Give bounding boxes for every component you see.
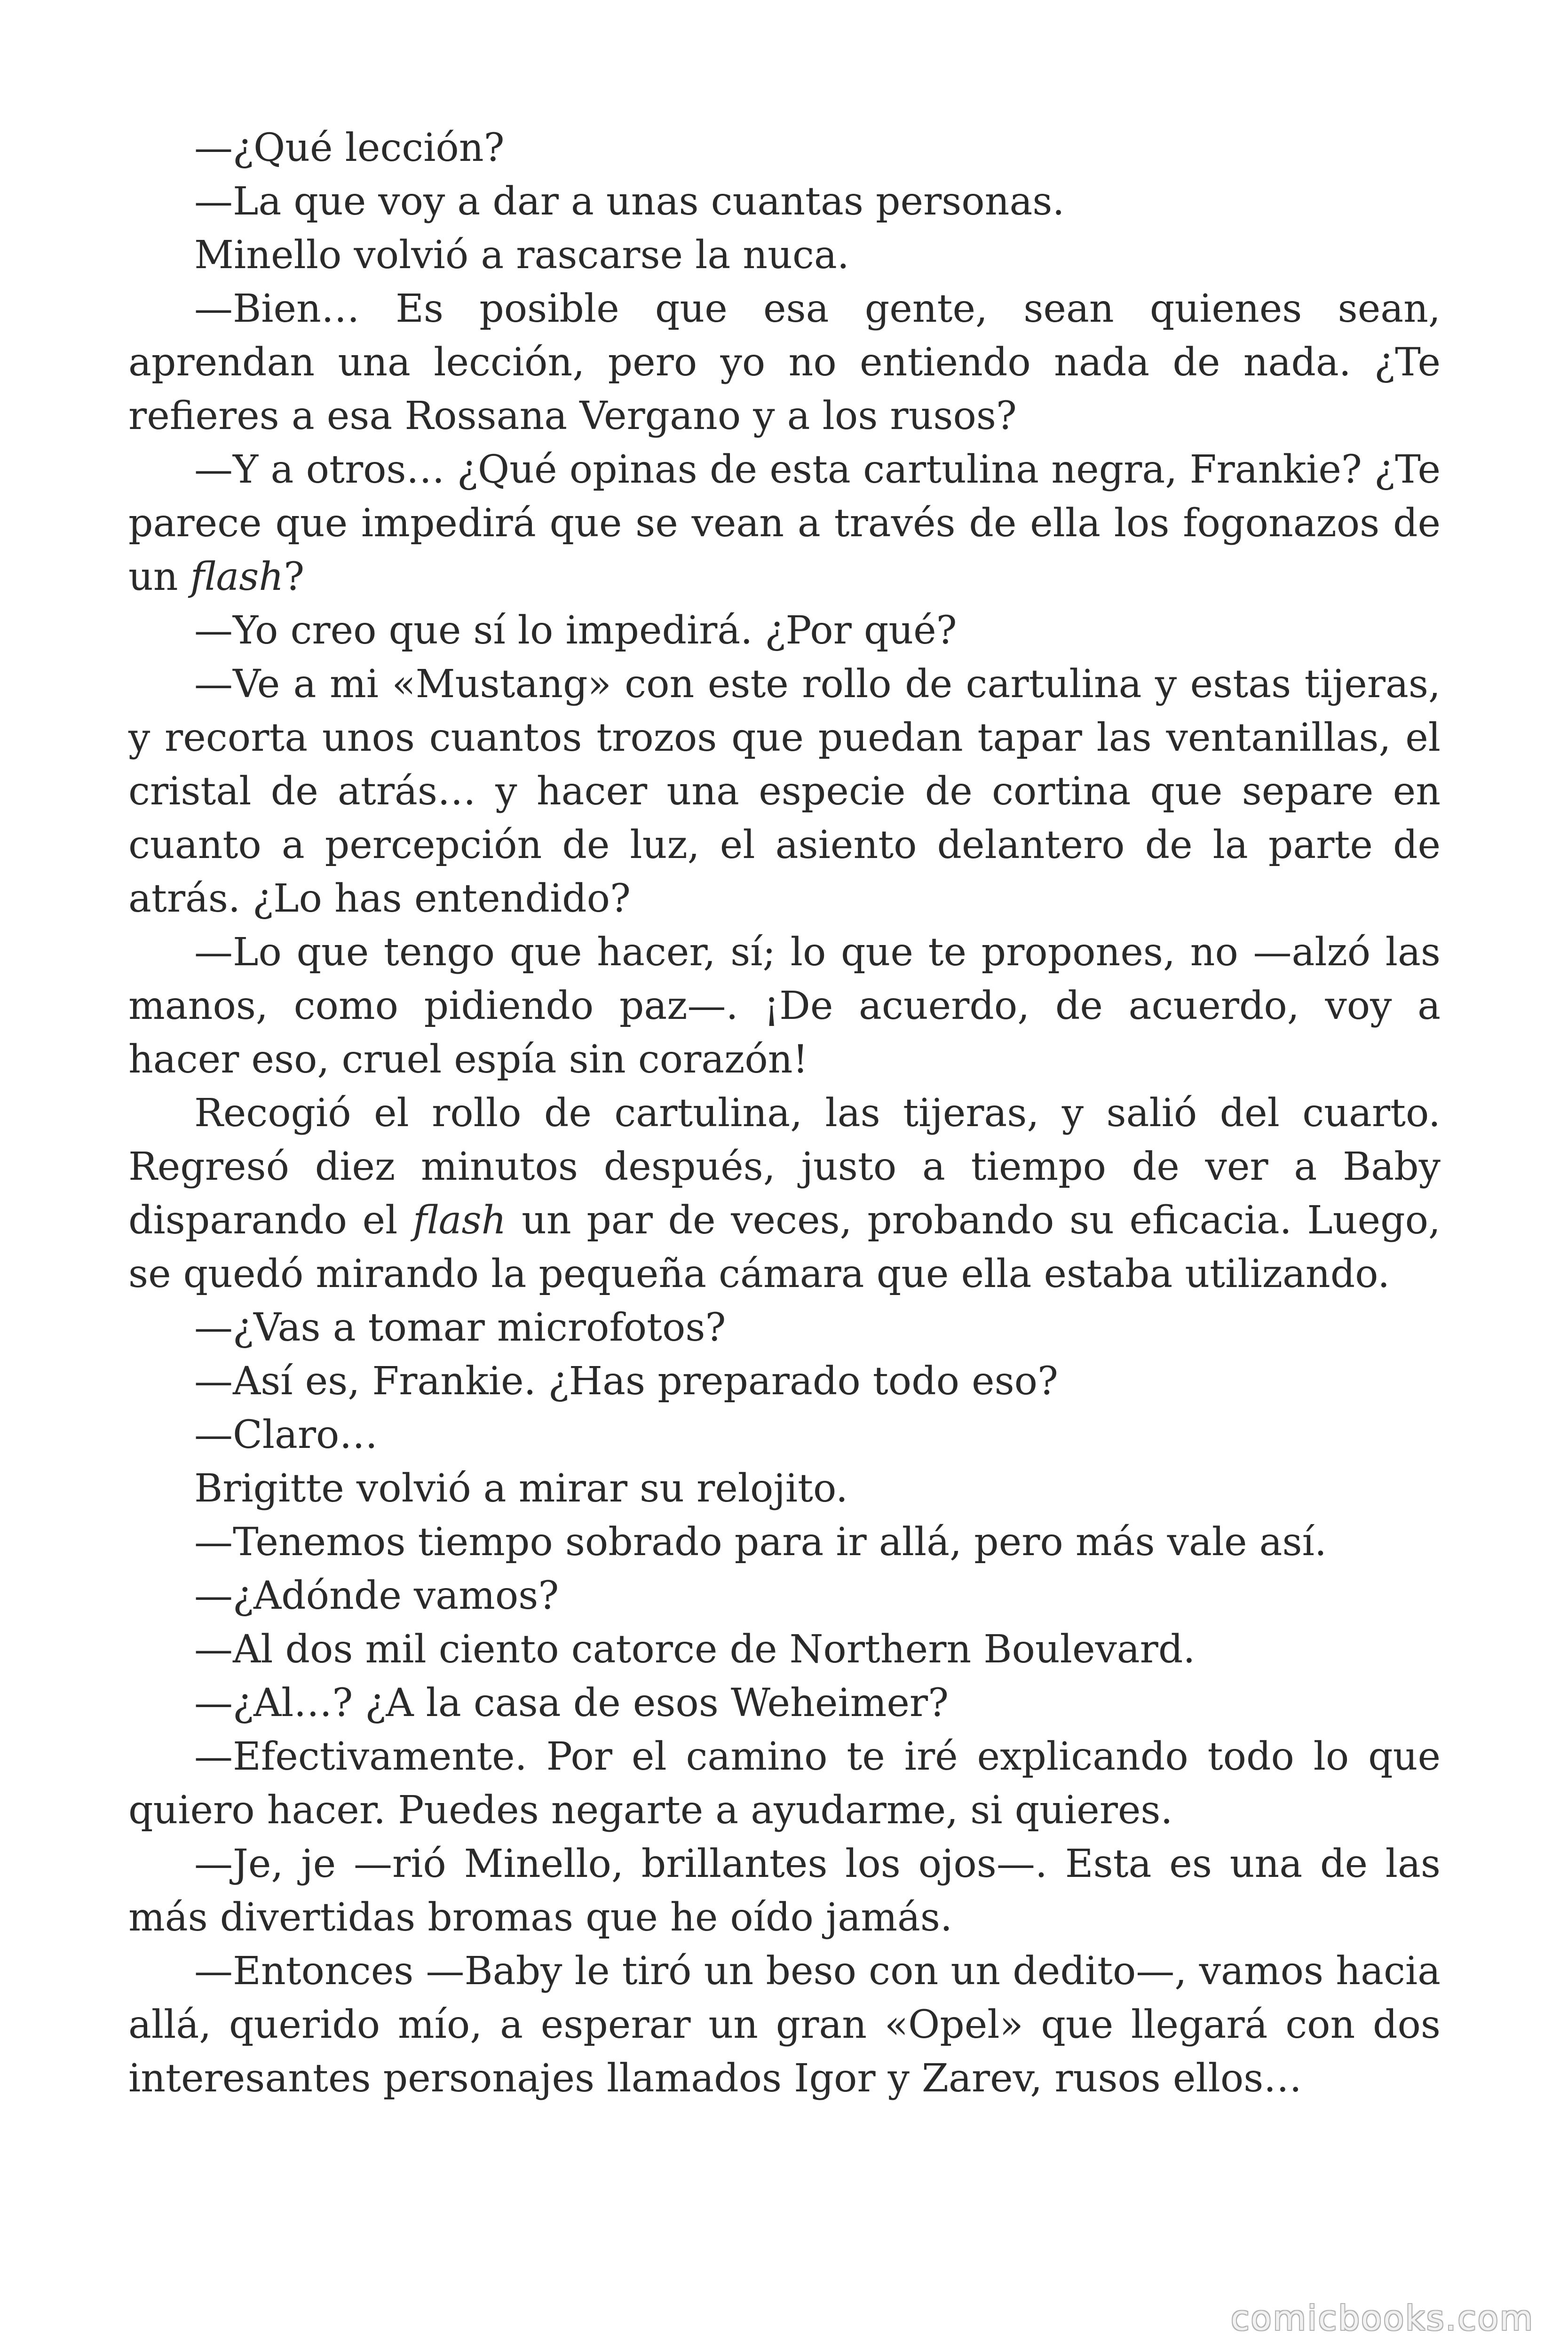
text-run: —Así es, Frankie. ¿Has preparado todo eso?: [194, 1359, 1058, 1404]
paragraph: [128, 1677, 1441, 1730]
text-run: —Bien… Es posible que esa gente, sean quienes sean, aprendan una lección, pero yo no entiendo nada de nada. ¿Te refieres a esa Rossana Vergano y a los rusos?: [128, 286, 1441, 438]
paragraph: [128, 1301, 1441, 1355]
paragraph: [128, 121, 1441, 175]
text-run: un par de veces, probando su eficacia. Luego, se quedó mirando la pequeña cámara que ella estaba utilizando.: [128, 1198, 1441, 1296]
text-run: —¿Adónde vamos?: [194, 1573, 559, 1618]
paragraph: [128, 282, 1441, 443]
text-run: Minello volvió a rascarse la nuca.: [194, 233, 849, 278]
page-body: [128, 121, 1441, 2106]
text-run: —Claro…: [194, 1413, 378, 1457]
text-run: —¿Qué lección?: [194, 126, 505, 170]
paragraph: [128, 1087, 1441, 1301]
paragraph: [128, 1569, 1441, 1623]
italic-text-run: flash: [190, 555, 284, 599]
paragraph: [128, 1623, 1441, 1677]
paragraph: [128, 175, 1441, 229]
paragraph: [128, 443, 1441, 604]
paragraph: [128, 1837, 1441, 1945]
text-run: —Al dos mil ciento catorce de Northern Boulevard.: [194, 1627, 1196, 1672]
text-run: Brigitte volvió a mirar su relojito.: [194, 1466, 848, 1511]
text-run: —Je, je —rió Minello, brillantes los ojos—. Esta es una de las más divertidas bromas que he oído jamás.: [128, 1842, 1441, 1940]
text-run: —Entonces —Baby le tiró un beso con un dedito—, vamos hacia allá, querido mío, a esperar un gran «Opel» que llegará con dos interesantes personajes llamados Igor y Zarev, rusos ellos…: [128, 1949, 1441, 2101]
paragraph: [128, 1462, 1441, 1516]
paragraph: [128, 1945, 1441, 2106]
text-run: —Tenemos tiempo sobrado para ir allá, pero más vale así.: [194, 1520, 1327, 1565]
text-run: —Yo creo que sí lo impedirá. ¿Por qué?: [194, 608, 957, 653]
paragraph: [128, 926, 1441, 1087]
paragraph: [128, 1355, 1441, 1408]
italic-text-run: flash: [412, 1198, 507, 1243]
text-run: —¿Al…? ¿A la casa de esos Weheimer?: [194, 1681, 949, 1725]
text-run: —Lo que tengo que hacer, sí; lo que te propones, no —alzó las manos, como pidiendo paz—. ¡De acuerdo, de acuerdo, voy a hacer eso, cruel espía sin corazón!: [128, 930, 1441, 1082]
paragraph: [128, 1516, 1441, 1569]
paragraph: [128, 658, 1441, 926]
paragraph: [128, 604, 1441, 658]
paragraph: [128, 1408, 1441, 1462]
text-run: —¿Vas a tomar microfotos?: [194, 1305, 726, 1350]
text-run: —Efectivamente. Por el camino te iré explicando todo lo que quiero hacer. Puedes negarte a ayudarme, si quieres.: [128, 1734, 1441, 1833]
paragraph: [128, 229, 1441, 282]
watermark-logo: comicbooks.com: [1230, 2298, 1534, 2338]
text-run: —La que voy a dar a unas cuantas personas.: [194, 179, 1065, 224]
text-run: Recogió el rollo de cartulina, las tijeras, y salió del cuarto. Regresó diez minutos después, justo a tiempo de ver a Baby disparando el: [128, 1091, 1441, 1243]
text-run: ?: [284, 555, 305, 599]
text-run: —Y a otros… ¿Qué opinas de esta cartulina negra, Frankie? ¿Te parece que impedirá que se vean a través de ella los fogonazos de un: [128, 447, 1441, 599]
text-run: —Ve a mi «Mustang» con este rollo de cartulina y estas tijeras, y recorta unos cuantos trozos que puedan tapar las ventanillas, el cristal de atrás… y hacer una especie de cortina que separe en cuanto a percepción de luz, el asiento delantero de la parte de atrás. ¿Lo has entendido?: [128, 662, 1441, 921]
paragraph: [128, 1730, 1441, 1837]
